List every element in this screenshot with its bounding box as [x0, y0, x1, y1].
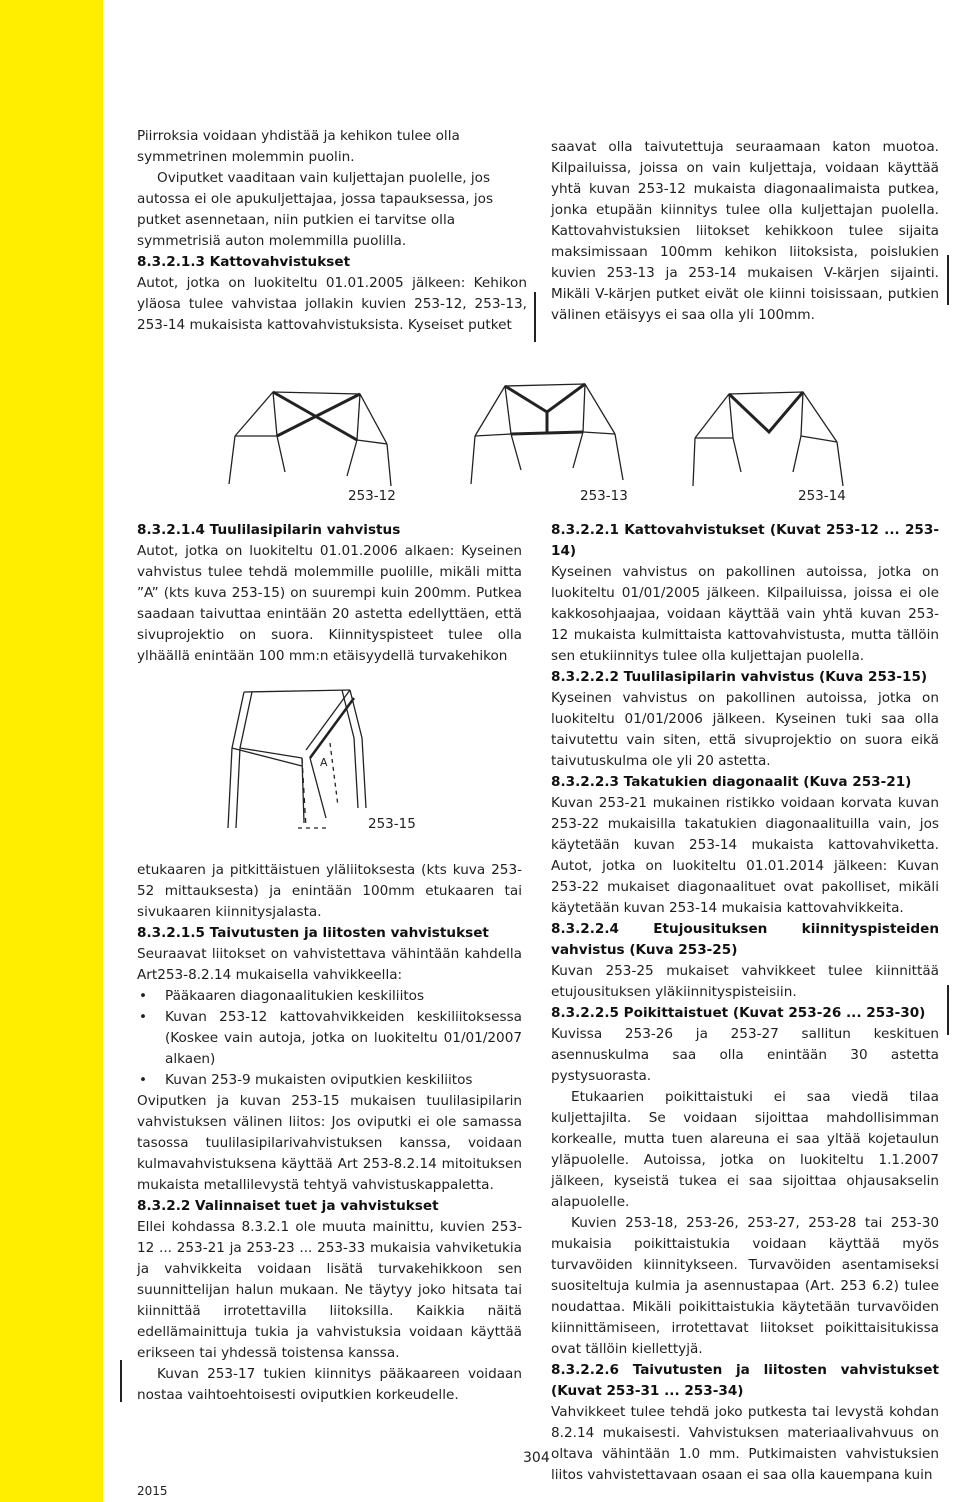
figure-caption: 253-14 — [798, 488, 846, 504]
bottom-left-column-top — [137, 520, 522, 667]
list-item: • Kuvan 253-12 kattovahvikkeiden keskiliitoksessa (Koskee vain autoja, jotka on luokiteltu 01/01/2007 alkaen) — [137, 1007, 522, 1070]
figure-caption: 253-13 — [580, 488, 628, 504]
top-left-column — [137, 126, 527, 336]
figure-dimension-label: A — [320, 756, 328, 769]
change-bar — [120, 1360, 122, 1402]
paragraph: Kuvan 253-21 mukainen ristikko voidaan korvata kuvan 253-22 mukaisilla takatukien diagonaalituilla vain, jos käytetään kuvan 253-14 mukaista kattovahviketta. Autot, jotka on luokiteltu 01.01.2014 jälkeen: Kuvan 253-22 mukaiset diagonaalituet ovat pakolliset, mikäli käytetään kuvan 253-14 mukaisia kattovahvikkeita. — [551, 795, 939, 916]
section-heading: 8.3.2.2.6 Taivutusten ja liitosten vahvistukset (Kuvat 253-31 ... 253-34) — [551, 1362, 939, 1399]
section-heading: 8.3.2.2.3 Takatukien diagonaalit (Kuva 253-21) — [551, 774, 912, 790]
section-heading: 8.3.2.2.5 Poikittaistuet (Kuvat 253-26 ... 253-30) — [551, 1005, 926, 1021]
section-heading: 8.3.2.2.1 Kattovahvistukset (Kuvat 253-12 ... 253-14) — [551, 522, 939, 559]
section-heading: 8.3.2.2.4 Etujousituksen kiinnityspisteiden vahvistus (Kuva 253-25) — [551, 921, 939, 958]
section-heading: 8.3.2.1.5 Taivutusten ja liitosten vahvistukset — [137, 925, 489, 941]
list-item: • Kuvan 253-9 mukaisten oviputkien keskiliitos — [137, 1070, 522, 1091]
section-heading: 8.3.2.1.4 Tuulilasipilarin vahvistus — [137, 522, 401, 538]
bottom-right-column — [551, 520, 939, 1486]
paragraph: Kuvissa 253-26 ja 253-27 sallitun keskituen asennuskulma saa olla enintään 30 astetta pystysuorasta. — [551, 1026, 939, 1084]
paragraph: Kuvien 253-18, 253-26, 253-27, 253-28 tai 253-30 mukaisia poikittaistukia voidaan käyttää myös turvavöiden kiinnitykseen. Turvavöiden asentamiseksi suositeltuja kulmia ja asennustapaa (Art. 253 6.2) tulee noudattaa. Mikäli poikittaistukia käytetään turvavöiden kiinnittämiseen, irrotettavat liitokset poikittaisitukissa ovat tällöin kiellettyjä. — [551, 1215, 939, 1357]
change-bar — [534, 292, 536, 342]
paragraph: Etukaarien poikittaistuki ei saa viedä tilaa kuljettajilta. Se voidaan sijoittaa mahdollisimman korkealle, mutta tuen alareuna ei saa yltää kojetaulun yläpuolelle. Autoissa, jotka on luokiteltu 1.1.2007 jälkeen, kyseistä tukea ei saa sijoittaa ohjausakselin alapuolelle. — [551, 1089, 939, 1210]
top-right-column — [551, 137, 939, 326]
figure-253-12 — [229, 392, 391, 486]
change-bar — [947, 255, 949, 305]
paragraph: Piirroksia voidaan yhdistää ja kehikon tulee olla symmetrinen molemmin puolin. — [137, 128, 460, 165]
roll-cage-figures — [225, 372, 865, 490]
paragraph: Oviputken ja kuvan 253-15 mukaisen tuulilasipilarin vahvistuksen välinen liitos: Jos oviputki ei ole samassa tasossa tuulilasipilarivahvistuksen kanssa, voidaan kulmavahvistuksena käyttää Art 253-8.2.14 mitoituksen mukaista metallilevystä tehtyä vahvistuskappaletta. — [137, 1093, 522, 1193]
paragraph: etukaaren ja pitkittäistuen yläliitoksesta (kts kuva 253-52 mittauksesta) ja enintään 100mm etukaaren tai sivukaaren kiinnitysjalasta. — [137, 862, 522, 920]
paragraph: saavat olla taivutettuja seuraamaan katon muotoa. Kilpailuissa, joissa on vain kuljettaja, voidaan käyttää yhtä kuvan 253-12 mukaista diagonaalimaista putkea, jonka etupään kiinnitys tulee olla kuljettajan puolella. Kattovahvistuksien liitokset kehikkoon tulee sijaita maksimissaan 100mm kehikon liitoksista, poislukien kuvien 253-13 ja 253-14 mukaisen V-kärjen sijainti. Mikäli V-kärjen putket eivät ole kiinni toisissaan, putkien välinen etäisyys ei saa olla yli 100mm. — [551, 139, 939, 323]
figure-253-15 — [222, 688, 372, 838]
figure-caption: 253-15 — [368, 816, 416, 832]
paragraph: Ellei kohdassa 8.3.2.1 ole muuta mainittu, kuvien 253-12 ... 253-21 ja 253-23 ... 253-33 mukaisia vahviketukia ja vahvikkeita voidaan lisätä turvakehikkoon sen suunnittelijan halun mukaan. Ne täytyy joko hitsata tai kiinnittää irrotettavilla liitoksilla. Kaikkia näitä edellämainittuja tukia ja vahvistuksia voidaan käyttää erikseen tai yhdessä toistensa kanssa. — [137, 1219, 522, 1361]
footer-year: 2015 — [137, 1484, 168, 1498]
paragraph: Oviputket vaaditaan vain kuljettajan puolelle, jos autossa ei ole apukuljettajaa, jossa tapauksessa, jos putket asennetaan, niin putkien ei tarvitse olla symmetrisiä auton molemmilla puolilla. — [137, 170, 494, 249]
section-heading: 8.3.2.2 Valinnaiset tuet ja vahvistukset — [137, 1198, 439, 1214]
figure-253-14 — [693, 392, 843, 486]
bullet-list — [137, 986, 522, 1091]
paragraph: Kyseinen vahvistus on pakollinen autoissa, jotka on luokiteltu 01/01/2005 jälkeen. Kilpailuissa, joissa ei ole kakkosohjaajaa, voidaan käyttää vain yhtä kuvan 253-12 mukaista kulmittaista kattovahvistusta, mutta tällöin sen etukiinnitys tulee olla kuljettajan puolella. — [551, 564, 939, 664]
figure-253-13 — [471, 384, 623, 484]
paragraph: Autot, jotka on luokiteltu 01.01.2005 jälkeen: Kehikon yläosa tulee vahvistaa jollakin kuvien 253-12, 253-13, 253-14 mukaisista kattovahvistuksista. Kyseiset putket — [137, 275, 527, 333]
paragraph: Kyseinen vahvistus on pakollinen autoissa, jotka on luokiteltu 01/01/2006 jälkeen. Kyseinen tuki saa olla taivutettu vain siten, että sivuprojektio on suora eikä taivutuskulma ole yli 20 astetta. — [551, 690, 939, 769]
section-heading: 8.3.2.1.3 Kattovahvistukset — [137, 254, 351, 270]
paragraph: Kuvan 253-25 mukaiset vahvikkeet tulee kiinnittää etujousituksen yläkiinnityspisteisiin. — [551, 963, 939, 1000]
list-item: • Pääkaaren diagonaalitukien keskiliitos — [137, 986, 522, 1007]
figure-caption: 253-12 — [348, 488, 396, 504]
bottom-left-column-bottom — [137, 860, 522, 1406]
yellow-margin-strip — [0, 0, 103, 1502]
paragraph: Vahvikkeet tulee tehdä joko putkesta tai levystä kohdan 8.2.14 mukaisesti. Vahvistuksen materiaalivahvuus on oltava vähintään 1.0 mm. Putkimaisten vahvistuksien liitos vahvistettavaan osaan ei saa olla kauempana kuin — [551, 1404, 939, 1483]
section-heading: 8.3.2.2.2 Tuulilasipilarin vahvistus (Kuva 253-15) — [551, 669, 928, 685]
paragraph: Seuraavat liitokset on vahvistettava vähintään kahdella Art253-8.2.14 mukaisella vahvikkeella: — [137, 946, 522, 983]
change-bar — [947, 985, 949, 1035]
page-number: 304 — [523, 1450, 550, 1466]
paragraph: Kuvan 253-17 tukien kiinnitys pääkaareen voidaan nostaa vaihtoehtoisesti oviputkien korkeudelle. — [137, 1366, 522, 1403]
paragraph: Autot, jotka on luokiteltu 01.01.2006 alkaen: Kyseinen vahvistus tulee tehdä molemmille puolille, mikäli mitta ”A” (kts kuva 253-15) on suurempi kuin 200mm. Putkea saadaan taivuttaa enintään 20 astetta edellyttäen, että sivuprojektio on suora. Kiinnityspisteet tulee olla ylhäällä enintään 100 mm:n etäisyydellä turvakehikon — [137, 543, 522, 664]
